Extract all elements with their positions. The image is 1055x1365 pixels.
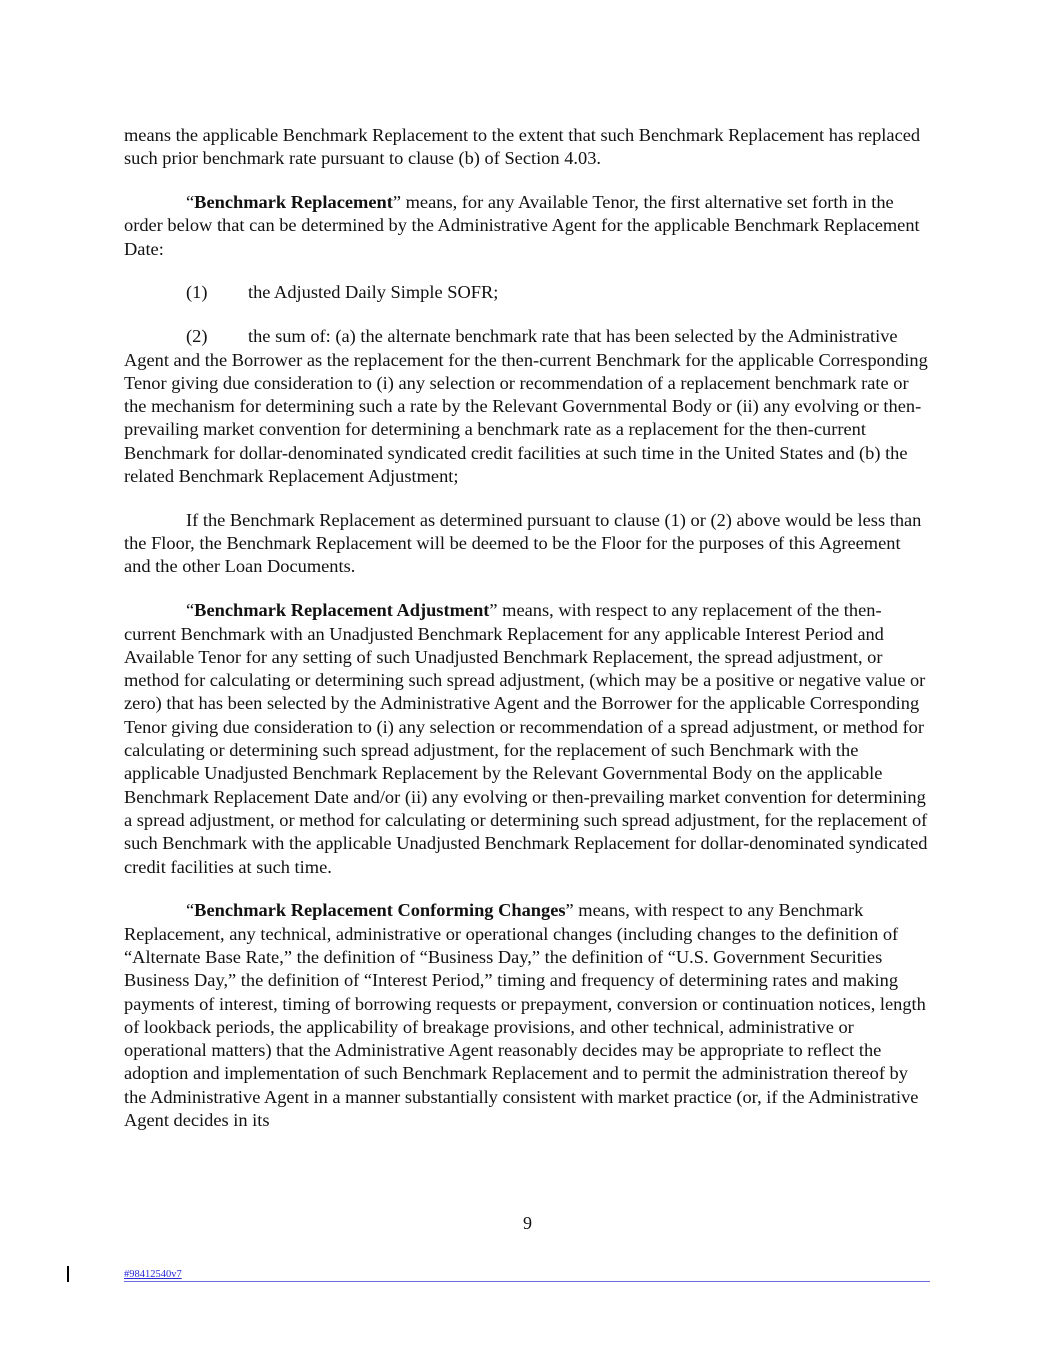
open-quote: “ <box>186 600 195 621</box>
item-text: the sum of: (a) the alternate benchmark rate that has been selected by the Administrative Agent and the Borrower as the replacement for the then-current Benchmark for the applicable Corresponding Tenor giving due consideration to (i) any selection or recommendation of a replacement benchmark rate or the mechanism for determining such a rate by the Relevant Governmental Body or (ii) any evolving or then-prevailing market convention for determining a benchmark rate as a replacement for the then-current Benchmark for dollar-denominated syndicated credit facilities at such time in the United States and (b) the related Benchmark Replacement Adjustment; <box>124 326 928 487</box>
page-number: 9 <box>523 1213 532 1233</box>
document-id-link[interactable]: #98412540v7 <box>124 1269 182 1280</box>
open-quote: “ <box>186 900 195 921</box>
floor-paragraph: If the Benchmark Replacement as determined pursuant to clause (1) or (2) above would be less than the Floor, the Benchmark Replacement will be deemed to be the Floor for the purposes of this Agreement and the other Loan Documents. <box>124 509 922 577</box>
definition-benchmark-replacement-adjustment <box>124 599 930 879</box>
numbered-item-2 <box>124 325 930 488</box>
definition-text: ” means, with respect to any replacement of the then-current Benchmark with an Unadjusted Benchmark Replacement for any applicable Interest Period and Available Tenor for any setting of such Unadjusted Benchmark Replacement, the spread adjustment, or method for calculating or determining such spread adjustment, (which may be a positive or negative value or zero) that has been selected by the Administrative Agent and the Borrower for the applicable Corresponding Tenor giving due consideration to (i) any selection or recommendation of a spread adjustment, or method for calculating or determining such spread adjustment, for the replacement of such Benchmark with the applicable Unadjusted Benchmark Replacement by the Relevant Governmental Body on the applicable Benchmark Replacement Date and/or (ii) any evolving or then-prevailing market convention for determining a spread adjustment, or method for calculating or determining such spread adjustment, for the replacement of such Benchmark with the applicable Unadjusted Benchmark Replacement for dollar-denominated syndicated credit facilities at such time. <box>124 600 928 877</box>
defined-term: Benchmark Replacement Adjustment <box>194 600 490 621</box>
definition-text: ” means, with respect to any Benchmark Replacement, any technical, administrative or operational changes (including changes to the definition of “Alternate Base Rate,” the definition of “Business Day,” the definition of “U.S. Government Securities Business Day,” the definition of “Interest Period,” timing and frequency of determining rates and making payments of interest, timing of borrowing requests or prepayment, conversion or continuation notices, length of lookback periods, the applicability of breakage provisions, and other technical, administrative or operational matters) that the Administrative Agent reasonably decides may be appropriate to reflect the adoption and implementation of such Benchmark Replacement and to permit the administration thereof by the Administrative Agent in a manner substantially consistent with market practice (or, if the Administrative Agent decides in its <box>124 900 926 1130</box>
item-number: (1) <box>186 282 208 303</box>
definition-benchmark-replacement-conforming-changes <box>124 899 930 1132</box>
definition-text: ” means, for any Available Tenor, the first alternative set forth in the order below that can be determined by the Administrative Agent for the applicable Benchmark Replacement Date: <box>124 192 920 259</box>
definition-benchmark-replacement <box>124 191 930 261</box>
numbered-item-1 <box>124 281 930 304</box>
document-body <box>124 124 930 1153</box>
defined-term: Benchmark Replacement Conforming Changes <box>194 900 566 921</box>
item-number: (2) <box>186 326 208 347</box>
defined-term: Benchmark Replacement <box>194 192 393 213</box>
paragraph-continuation: means the applicable Benchmark Replacement to the extent that such Benchmark Replacement has replaced such prior benchmark rate pursuant to clause (b) of Section 4.03. <box>124 125 921 169</box>
open-quote: “ <box>186 192 195 213</box>
item-text: the Adjusted Daily Simple SOFR; <box>248 282 499 303</box>
footer-rule <box>124 1281 930 1282</box>
revision-change-bar <box>67 1266 69 1282</box>
